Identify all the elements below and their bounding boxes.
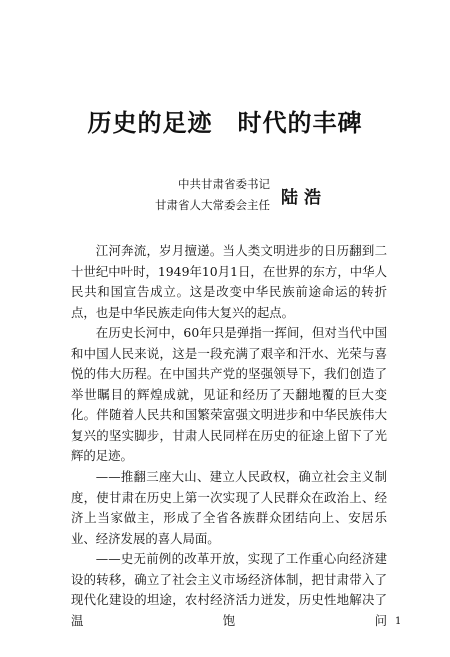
page-title: 历史的足迹 时代的丰碑 bbox=[87, 108, 363, 137]
paragraph-3: ——推翻三座大山、建立人民政权，确立社会主义制度，使甘肃在历史上第一次实现了人民群众在政治上、经济上当家做主，形成了全省各族群众团结向上、安居乐业、经济发展的喜人局面。 bbox=[71, 469, 387, 546]
paragraph-2: 在历史长河中，60年只是弹指一挥间，但对当代中国和中国人民来说，这是一段充满了艰辛和汗水、光荣与喜悦的伟大历程。在中国共产党的坚强领导下，我们创造了举世瞩目的辉煌成就，见证和经历了天翻地覆的巨大变化。伴随着人民共和国繁荣富强文明进步和中华民族伟大复兴的坚实脚步，甘肃人民同样在历史的征途上留下了光辉的足迹。 bbox=[71, 325, 387, 464]
article-body bbox=[71, 241, 387, 631]
paragraph-1: 江河奔流，岁月擅递。当人类文明进步的日历翻到二十世纪中叶时，1949年10月1日，在世界的东方，中华人民共和国宣告成立。这是改变中华民族前途命运的转折点，也是中华民族走向伟大复兴的起点。 bbox=[71, 243, 387, 320]
author-roles bbox=[152, 174, 270, 216]
byline bbox=[152, 174, 352, 218]
author-role-2: 甘肃省人大常委会主任 bbox=[155, 198, 270, 212]
page-number: 1 bbox=[395, 616, 402, 627]
paragraph-4: ——史无前例的改革开放，实现了工作重心向经济建设的转移，确立了社会主义市场经济体制，把甘肃带入了现代化建设的坦途，农村经济活力迸发，历史性地解决了温饱问 bbox=[71, 551, 387, 628]
author-role-1: 中共甘肃省委书记 bbox=[178, 177, 270, 191]
author-name: 陆浩 bbox=[281, 188, 327, 208]
